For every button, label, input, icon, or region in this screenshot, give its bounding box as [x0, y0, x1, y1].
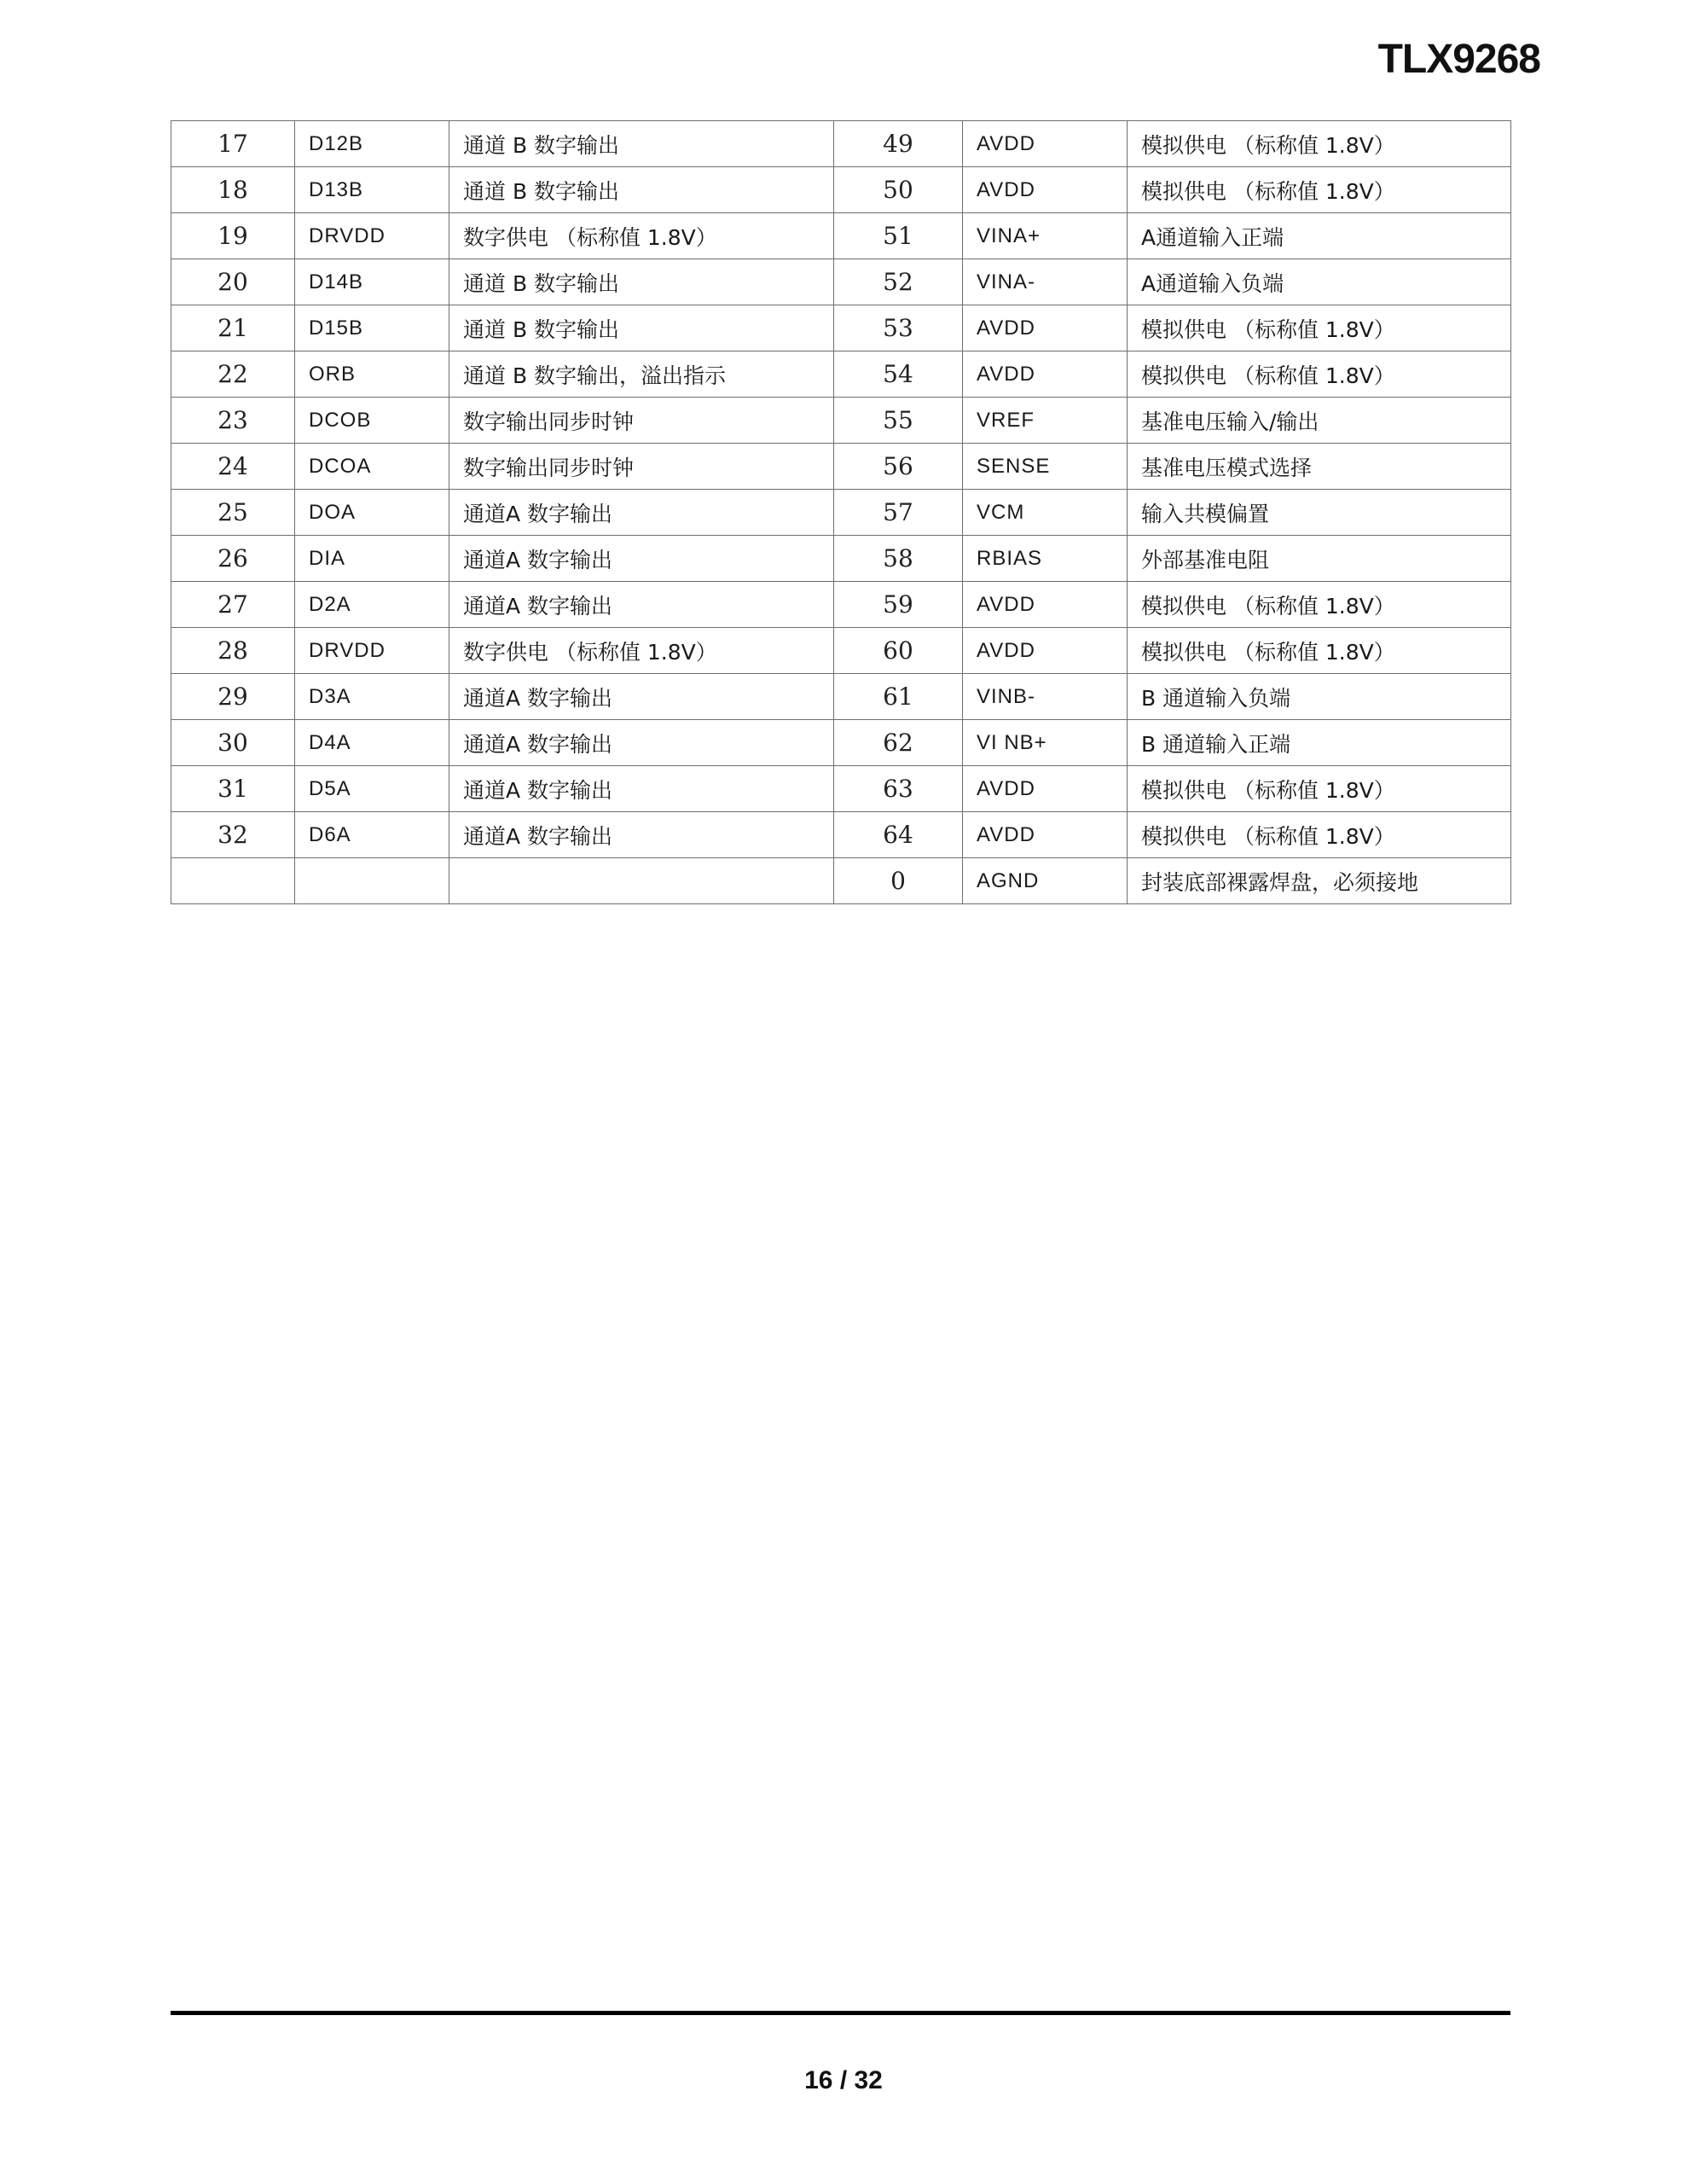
- pin-name: AVDD: [963, 167, 1128, 213]
- pin-name: D6A: [295, 812, 449, 858]
- pin-description: 封装底部裸露焊盘，必须接地: [1128, 858, 1511, 904]
- pin-number: 23: [171, 398, 295, 444]
- pin-name: AVDD: [963, 305, 1128, 351]
- pin-number: 28: [171, 628, 295, 674]
- table-row: [171, 259, 1511, 305]
- pin-description: 通道 B 数字输出: [449, 121, 834, 167]
- pin-description: 输入共模偏置: [1128, 490, 1511, 536]
- pin-description: 模拟供电 （标称值 1.8V）: [1128, 167, 1511, 213]
- pin-description: 通道A 数字输出: [449, 720, 834, 766]
- pin-description: 通道 B 数字输出，溢出指示: [449, 351, 834, 398]
- table-row: [171, 167, 1511, 213]
- document-title: TLX9268: [1377, 37, 1540, 82]
- page-number: 16 / 32: [804, 2066, 883, 2094]
- pin-description: 模拟供电 （标称值 1.8V）: [1128, 121, 1511, 167]
- table-row: [171, 305, 1511, 351]
- pin-name: AVDD: [963, 121, 1128, 167]
- pin-description: A通道输入负端: [1128, 259, 1511, 305]
- pin-name: VINB-: [963, 674, 1128, 720]
- pin-description-table: [171, 120, 1511, 904]
- pin-name: DCOB: [295, 398, 449, 444]
- pin-description: 模拟供电 （标称值 1.8V）: [1128, 582, 1511, 628]
- pin-description: 通道A 数字输出: [449, 812, 834, 858]
- pin-number: 61: [834, 674, 963, 720]
- pin-number: 54: [834, 351, 963, 398]
- pin-description: 通道 B 数字输出: [449, 305, 834, 351]
- pin-name: AVDD: [963, 582, 1128, 628]
- table-row: [171, 582, 1511, 628]
- pin-number: 20: [171, 259, 295, 305]
- footer-divider: [171, 2011, 1510, 2015]
- table-row: [171, 812, 1511, 858]
- pin-name: VREF: [963, 398, 1128, 444]
- table-row: [171, 628, 1511, 674]
- pin-number: 21: [171, 305, 295, 351]
- pin-number: 19: [171, 213, 295, 259]
- pin-number: 26: [171, 536, 295, 582]
- table-row: [171, 858, 1511, 904]
- pin-description: 数字供电 （标称值 1.8V）: [449, 628, 834, 674]
- pin-name: VI NB+: [963, 720, 1128, 766]
- pin-description: 模拟供电 （标称值 1.8V）: [1128, 628, 1511, 674]
- pin-description: 数字输出同步时钟: [449, 444, 834, 490]
- pin-number: [171, 858, 295, 904]
- table-row: [171, 351, 1511, 398]
- pin-number: 57: [834, 490, 963, 536]
- table-row: [171, 121, 1511, 167]
- pin-description: B 通道输入正端: [1128, 720, 1511, 766]
- pin-name: DCOA: [295, 444, 449, 490]
- pin-description: 外部基准电阻: [1128, 536, 1511, 582]
- pin-number: 50: [834, 167, 963, 213]
- table-row: [171, 444, 1511, 490]
- pin-description: 模拟供电 （标称值 1.8V）: [1128, 351, 1511, 398]
- table-row: [171, 536, 1511, 582]
- pin-name: D2A: [295, 582, 449, 628]
- pin-number: 30: [171, 720, 295, 766]
- pin-number: 58: [834, 536, 963, 582]
- pin-number: 63: [834, 766, 963, 812]
- pin-number: 51: [834, 213, 963, 259]
- pin-number: 59: [834, 582, 963, 628]
- pin-name: DRVDD: [295, 628, 449, 674]
- pin-number: 25: [171, 490, 295, 536]
- pin-name: D13B: [295, 167, 449, 213]
- pin-number: 22: [171, 351, 295, 398]
- pin-name: D14B: [295, 259, 449, 305]
- pin-number: 55: [834, 398, 963, 444]
- pin-number: 64: [834, 812, 963, 858]
- pin-name: SENSE: [963, 444, 1128, 490]
- pin-number: 52: [834, 259, 963, 305]
- pin-name: AGND: [963, 858, 1128, 904]
- pin-name: D3A: [295, 674, 449, 720]
- pin-description: 数字输出同步时钟: [449, 398, 834, 444]
- table-row: [171, 490, 1511, 536]
- pin-name: VCM: [963, 490, 1128, 536]
- pin-number: 56: [834, 444, 963, 490]
- pin-name: DIA: [295, 536, 449, 582]
- table-row: [171, 398, 1511, 444]
- pin-name: AVDD: [963, 766, 1128, 812]
- pin-name: AVDD: [963, 628, 1128, 674]
- pin-description: [449, 858, 834, 904]
- pin-number: 18: [171, 167, 295, 213]
- pin-number: 31: [171, 766, 295, 812]
- pin-name: DRVDD: [295, 213, 449, 259]
- pin-name: D4A: [295, 720, 449, 766]
- pin-description: B 通道输入负端: [1128, 674, 1511, 720]
- pin-number: 17: [171, 121, 295, 167]
- pin-description: 通道A 数字输出: [449, 490, 834, 536]
- table-row: [171, 213, 1511, 259]
- table-row: [171, 766, 1511, 812]
- pin-description: 通道 B 数字输出: [449, 259, 834, 305]
- pin-name: VINA-: [963, 259, 1128, 305]
- pin-description: 基准电压输入/输出: [1128, 398, 1511, 444]
- pin-number: 27: [171, 582, 295, 628]
- pin-number: 53: [834, 305, 963, 351]
- pin-description: 模拟供电 （标称值 1.8V）: [1128, 766, 1511, 812]
- pin-description: 通道A 数字输出: [449, 582, 834, 628]
- table-row: [171, 720, 1511, 766]
- pin-number: 32: [171, 812, 295, 858]
- table-row: [171, 674, 1511, 720]
- pin-name: DOA: [295, 490, 449, 536]
- pin-name: AVDD: [963, 812, 1128, 858]
- pin-description: 通道A 数字输出: [449, 766, 834, 812]
- pin-description: 基准电压模式选择: [1128, 444, 1511, 490]
- pin-number: 0: [834, 858, 963, 904]
- pin-description: 数字供电 （标称值 1.8V）: [449, 213, 834, 259]
- pin-table-body: [171, 121, 1511, 904]
- pin-name: D15B: [295, 305, 449, 351]
- pin-number: 24: [171, 444, 295, 490]
- pin-description: 通道 B 数字输出: [449, 167, 834, 213]
- pin-number: 49: [834, 121, 963, 167]
- pin-number: 62: [834, 720, 963, 766]
- pin-description: 模拟供电 （标称值 1.8V）: [1128, 305, 1511, 351]
- pin-name: D12B: [295, 121, 449, 167]
- pin-description: 通道A 数字输出: [449, 674, 834, 720]
- pin-name: ORB: [295, 351, 449, 398]
- pin-name: RBIAS: [963, 536, 1128, 582]
- pin-name: AVDD: [963, 351, 1128, 398]
- pin-number: 29: [171, 674, 295, 720]
- pin-name: D5A: [295, 766, 449, 812]
- pin-description: 模拟供电 （标称值 1.8V）: [1128, 812, 1511, 858]
- pin-number: 60: [834, 628, 963, 674]
- pin-description: 通道A 数字输出: [449, 536, 834, 582]
- pin-name: VINA+: [963, 213, 1128, 259]
- pin-name: [295, 858, 449, 904]
- pin-description: A通道输入正端: [1128, 213, 1511, 259]
